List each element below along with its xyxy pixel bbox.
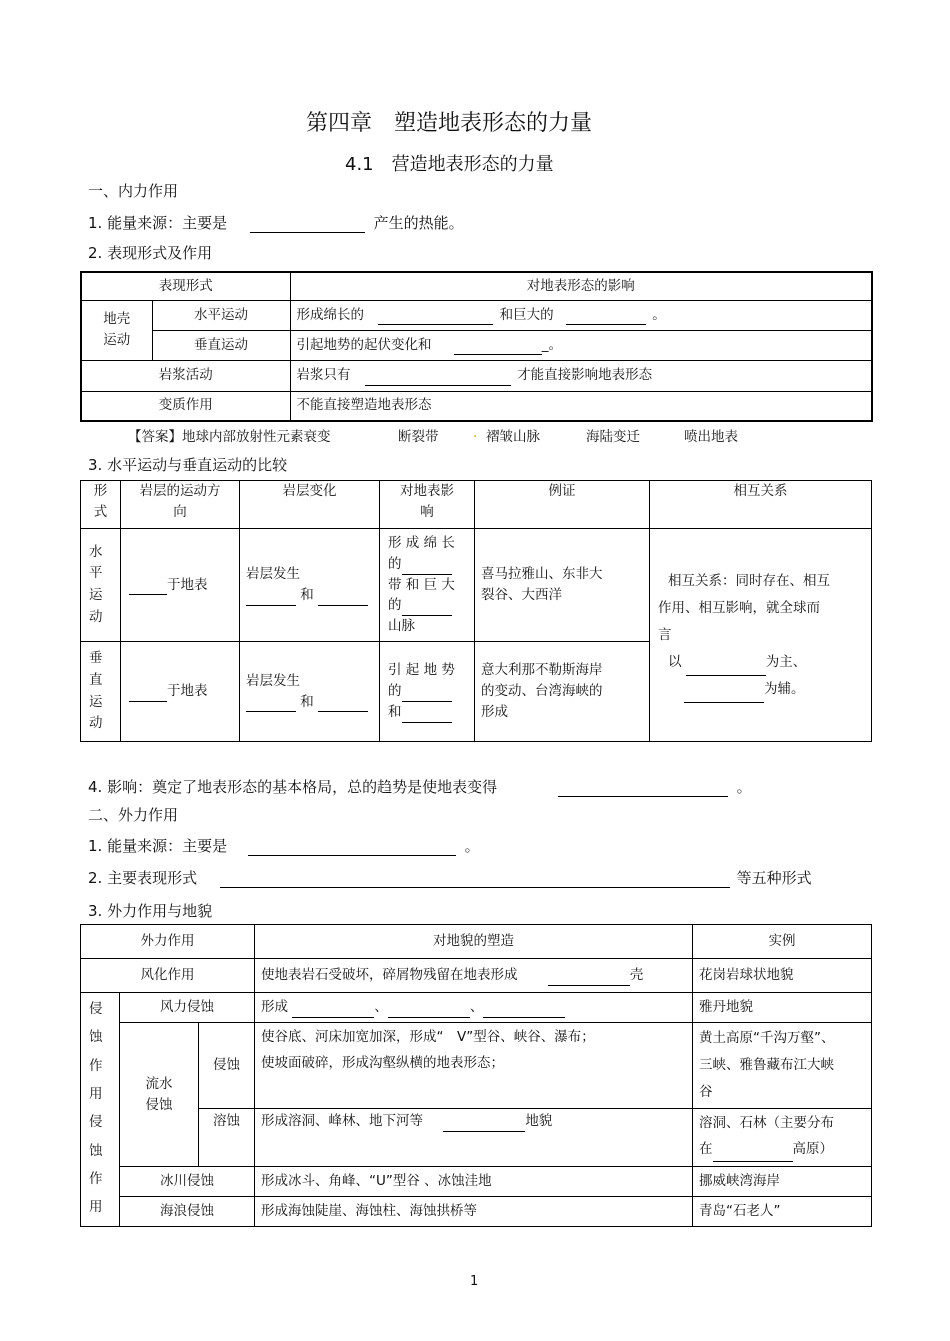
cell-text: 带 和 巨 大 bbox=[388, 576, 455, 593]
answer-blank bbox=[686, 660, 766, 676]
cell-text: 蚀 bbox=[89, 1029, 103, 1046]
cell-text: 地壳 bbox=[103, 311, 131, 328]
question-text: 4. 影响：奠定了地表形态的基本格局，总的趋势是使地表变得 bbox=[88, 778, 498, 796]
cell-text: 的 bbox=[388, 597, 402, 614]
table-cell: 海浪侵蚀 bbox=[120, 1197, 255, 1227]
cell-text: 式 bbox=[93, 503, 108, 520]
question-text: 1. 能量来源：主要是 bbox=[88, 837, 228, 855]
table-header: 岩层变化 bbox=[240, 481, 380, 529]
answer-item: 地球内部放射性元素衰变 bbox=[182, 429, 331, 445]
question-text: 。 bbox=[464, 837, 480, 855]
answer-blank bbox=[388, 1002, 470, 1018]
cell-text: 以 bbox=[668, 653, 682, 670]
answer-blank bbox=[250, 217, 365, 233]
cell-text: 才能直接影响地表形态 bbox=[517, 367, 653, 384]
cell-text: 为主、 bbox=[765, 653, 807, 670]
cell-text: 黄土高原“千沟万壑”、 bbox=[699, 1030, 835, 1046]
table-cell bbox=[290, 300, 872, 330]
cell-text: 为辅。 bbox=[764, 680, 805, 697]
cell-text: 的变动、台湾海峡的 bbox=[481, 683, 603, 700]
cell-text: 形成绵长的 bbox=[296, 306, 364, 323]
table-cell: 雅丹地貌 bbox=[693, 993, 872, 1023]
table-cell bbox=[255, 959, 693, 993]
table-cell bbox=[240, 642, 380, 742]
table-cell bbox=[380, 529, 475, 642]
answer-blank bbox=[248, 840, 456, 856]
answer-blank bbox=[483, 1002, 565, 1018]
cell-text: 溶洞、石林（主要分布 bbox=[699, 1115, 835, 1131]
cell-text: 山脉 bbox=[388, 618, 415, 635]
table-header: 对地表形态的影响 bbox=[290, 272, 872, 300]
answer-blank bbox=[402, 686, 452, 702]
table-cell: 溶蚀 bbox=[199, 1109, 255, 1167]
cell-text: 三峡、雅鲁藏布江大峡 bbox=[699, 1057, 835, 1073]
answer-blank bbox=[129, 686, 167, 702]
answer-blank bbox=[566, 309, 646, 325]
cell-text: 形 成 绵 长 bbox=[388, 534, 455, 551]
cell-text: 和 bbox=[300, 693, 314, 710]
cell-text: 使地表岩石受破坏，碎屑物残留在地表形成 bbox=[261, 967, 518, 984]
answer-key bbox=[128, 425, 331, 445]
question-2-1 bbox=[88, 835, 480, 856]
answer-blank bbox=[220, 872, 730, 888]
answer-item: 断裂带 bbox=[398, 429, 439, 445]
table-cell bbox=[255, 1109, 693, 1167]
answer-blank bbox=[246, 590, 296, 606]
answer-blank bbox=[365, 370, 511, 386]
horizontal-label bbox=[81, 529, 121, 642]
cell-text: 蚀 bbox=[89, 1142, 103, 1159]
answer-blank bbox=[129, 579, 167, 595]
cell-text: 响 bbox=[420, 503, 434, 520]
water-erosion-cell bbox=[120, 1023, 199, 1167]
table-cell bbox=[290, 360, 872, 391]
table-cell bbox=[121, 529, 240, 642]
cell-text: 意大利那不勒斯海岸 bbox=[481, 662, 603, 679]
cell-text: 直 bbox=[89, 671, 103, 688]
page-number: 1 bbox=[470, 1274, 479, 1289]
table-cell: 形成冰斗、角峰、“U”型谷 、冰蚀洼地 bbox=[255, 1167, 693, 1197]
relation-cell bbox=[650, 529, 872, 742]
cell-text: 运 bbox=[89, 693, 103, 710]
answer-blank bbox=[246, 696, 296, 712]
cell-text: 裂谷、大西洋 bbox=[481, 587, 562, 603]
table-header: 例证 bbox=[475, 481, 650, 529]
answer-blank bbox=[378, 309, 493, 325]
cell-text: 形成 bbox=[261, 999, 289, 1016]
table-cell bbox=[290, 330, 872, 360]
answer-blank bbox=[318, 696, 368, 712]
cell-text: 使谷底、河床加宽加深，形成“ V”型谷、峡谷、瀑布； bbox=[261, 1029, 595, 1045]
question-text: 产生的热能。 bbox=[373, 214, 464, 232]
question-text: 1. 能量来源：主要是 bbox=[88, 214, 228, 232]
cell-text: 作 bbox=[89, 1171, 103, 1188]
section-heading-external: 二、外力作用 bbox=[88, 806, 179, 824]
internal-forces-table bbox=[80, 271, 873, 422]
question-text: 2. 主要表现形式 bbox=[88, 869, 198, 887]
section-heading-internal: 一、内力作用 bbox=[88, 182, 179, 200]
cell-text: 于地表 bbox=[167, 683, 208, 700]
table-cell: 挪威峡湾海岸 bbox=[693, 1167, 872, 1197]
cell-text: 形 bbox=[93, 483, 108, 499]
cell-text: 运动 bbox=[103, 332, 131, 348]
cell-text: 向 bbox=[173, 503, 187, 520]
question-1-3: 3. 水平运动与垂直运动的比较 bbox=[88, 456, 288, 474]
table-cell: 变质作用 bbox=[81, 391, 290, 421]
cell-text: 流水 bbox=[145, 1075, 173, 1092]
cell-text: 相互关系：同时存在、相互 bbox=[668, 572, 830, 589]
cell-text: 地貌 bbox=[525, 1113, 553, 1129]
table-cell: 风力侵蚀 bbox=[120, 993, 255, 1023]
cell-text: 。 bbox=[652, 306, 666, 323]
cell-text: 岩浆只有 bbox=[296, 367, 351, 384]
erosion-label bbox=[81, 993, 120, 1227]
table-cell bbox=[240, 529, 380, 642]
answer-blank bbox=[548, 970, 630, 986]
table-cell: 形成海蚀陡崖、海蚀柱、海蚀拱桥等 bbox=[255, 1197, 693, 1227]
cell-text: 岩层发生 bbox=[246, 672, 300, 689]
cell-text: 水 bbox=[89, 543, 103, 560]
cell-text: 在 bbox=[699, 1140, 713, 1157]
question-text: 等五种形式 bbox=[736, 869, 812, 887]
table-cell bbox=[475, 642, 650, 742]
cell-text: 垂 bbox=[89, 650, 103, 667]
table-header bbox=[380, 481, 475, 529]
table-header: 表现形式 bbox=[81, 272, 290, 300]
cell-text: 、 bbox=[469, 999, 484, 1016]
crust-movement-cell bbox=[81, 300, 152, 360]
page-title: 第四章 塑造地表形态的力量 bbox=[306, 111, 593, 136]
table-header: 对地貌的塑造 bbox=[255, 925, 693, 959]
external-forces-table bbox=[80, 924, 872, 1227]
cell-text: 形成溶洞、峰林、地下河等 bbox=[261, 1113, 424, 1129]
cell-text: 引起地势的起伏变化和 bbox=[296, 336, 432, 353]
cell-text: 岩层发生 bbox=[246, 566, 300, 583]
cell-text: 作用、相互影响，就全球而 bbox=[658, 599, 820, 616]
table-header: 实例 bbox=[693, 925, 872, 959]
table-header: 相互关系 bbox=[650, 481, 872, 529]
answer-blank bbox=[454, 339, 542, 355]
answer-blank bbox=[402, 559, 452, 575]
cell-text: 对地表影 bbox=[400, 483, 454, 499]
cell-text: 岩层的运动方 bbox=[139, 483, 221, 499]
table-cell: 水平运动 bbox=[152, 300, 290, 330]
table-header: 外力作用 bbox=[81, 925, 255, 959]
movement-comparison-table bbox=[80, 480, 872, 742]
cell-text: 用 bbox=[89, 1199, 103, 1216]
cell-text: 平 bbox=[89, 565, 103, 582]
answer-label: 【答案】 bbox=[128, 429, 182, 445]
table-cell: 风化作用 bbox=[81, 959, 255, 993]
answer-blank bbox=[558, 781, 728, 797]
cell-text: 侵蚀 bbox=[145, 1096, 173, 1113]
cell-text: 于地表 bbox=[167, 576, 208, 593]
table-cell: 冰川侵蚀 bbox=[120, 1167, 255, 1197]
cell-text: 动 bbox=[89, 715, 103, 732]
table-header bbox=[81, 481, 121, 529]
cell-text: 、 bbox=[374, 999, 388, 1016]
cell-text: 高原） bbox=[792, 1140, 834, 1157]
cell-text: 引 起 地 势 bbox=[388, 662, 455, 679]
cell-text: 喜马拉雅山、东非大 bbox=[481, 566, 603, 583]
question-2-3: 3. 外力作用与地貌 bbox=[88, 902, 213, 920]
question-1-1 bbox=[88, 212, 464, 233]
cell-text: 和巨大的 bbox=[499, 306, 554, 323]
table-cell bbox=[121, 642, 240, 742]
cell-text: 言 bbox=[658, 626, 672, 643]
table-cell: 岩浆活动 bbox=[81, 360, 290, 391]
table-cell bbox=[693, 1109, 872, 1167]
answer-dot: . bbox=[473, 425, 478, 441]
answer-blank bbox=[443, 1116, 525, 1132]
answer-blank bbox=[402, 707, 452, 723]
cell-text: 和 bbox=[300, 587, 314, 603]
answer-item: 喷出地表 bbox=[684, 429, 738, 445]
cell-text: 谷 bbox=[699, 1084, 713, 1100]
table-cell bbox=[255, 993, 693, 1023]
table-header bbox=[121, 481, 240, 529]
table-cell bbox=[255, 1023, 693, 1109]
cell-text: 作 bbox=[89, 1057, 103, 1074]
table-cell: 垂直运动 bbox=[152, 330, 290, 360]
answer-item: 海陆变迁 bbox=[586, 429, 640, 445]
question-1-2: 2. 表现形式及作用 bbox=[88, 244, 213, 262]
cell-text: 用 bbox=[89, 1086, 103, 1103]
cell-text: 壳 bbox=[629, 967, 644, 984]
table-cell: 侵蚀 bbox=[199, 1023, 255, 1109]
table-cell: 不能直接塑造地表形态 bbox=[290, 391, 872, 421]
table-cell: 花岗岩球状地貌 bbox=[693, 959, 872, 993]
cell-text: 形成 bbox=[481, 703, 508, 720]
answer-blank bbox=[402, 600, 452, 616]
table-cell bbox=[693, 1023, 872, 1109]
answer-blank bbox=[713, 1146, 793, 1162]
section-subtitle: 4.1 营造地表形态的力量 bbox=[345, 154, 554, 175]
vertical-label bbox=[81, 642, 121, 742]
question-1-4 bbox=[88, 776, 752, 797]
table-cell: 青岛“石老人” bbox=[693, 1197, 872, 1227]
cell-text: 和 bbox=[388, 703, 402, 720]
cell-text: 侵 bbox=[89, 1001, 103, 1017]
cell-text: 运 bbox=[89, 587, 103, 603]
cell-text: _。 bbox=[541, 336, 563, 353]
question-text: 。 bbox=[736, 778, 752, 796]
cell-text: 的 bbox=[388, 683, 402, 700]
answer-blank bbox=[292, 1002, 374, 1018]
cell-text: 动 bbox=[89, 608, 103, 625]
question-2-2 bbox=[88, 867, 812, 888]
cell-text: 侵 bbox=[89, 1114, 103, 1131]
table-cell bbox=[475, 529, 650, 642]
cell-text: 的 bbox=[388, 555, 402, 572]
cell-text: 使坡面破碎，形成沟壑纵横的地表形态； bbox=[261, 1054, 505, 1071]
answer-blank bbox=[684, 687, 764, 703]
answer-blank bbox=[318, 590, 368, 606]
table-cell bbox=[380, 642, 475, 742]
answer-item: 褶皱山脉 bbox=[486, 429, 540, 445]
